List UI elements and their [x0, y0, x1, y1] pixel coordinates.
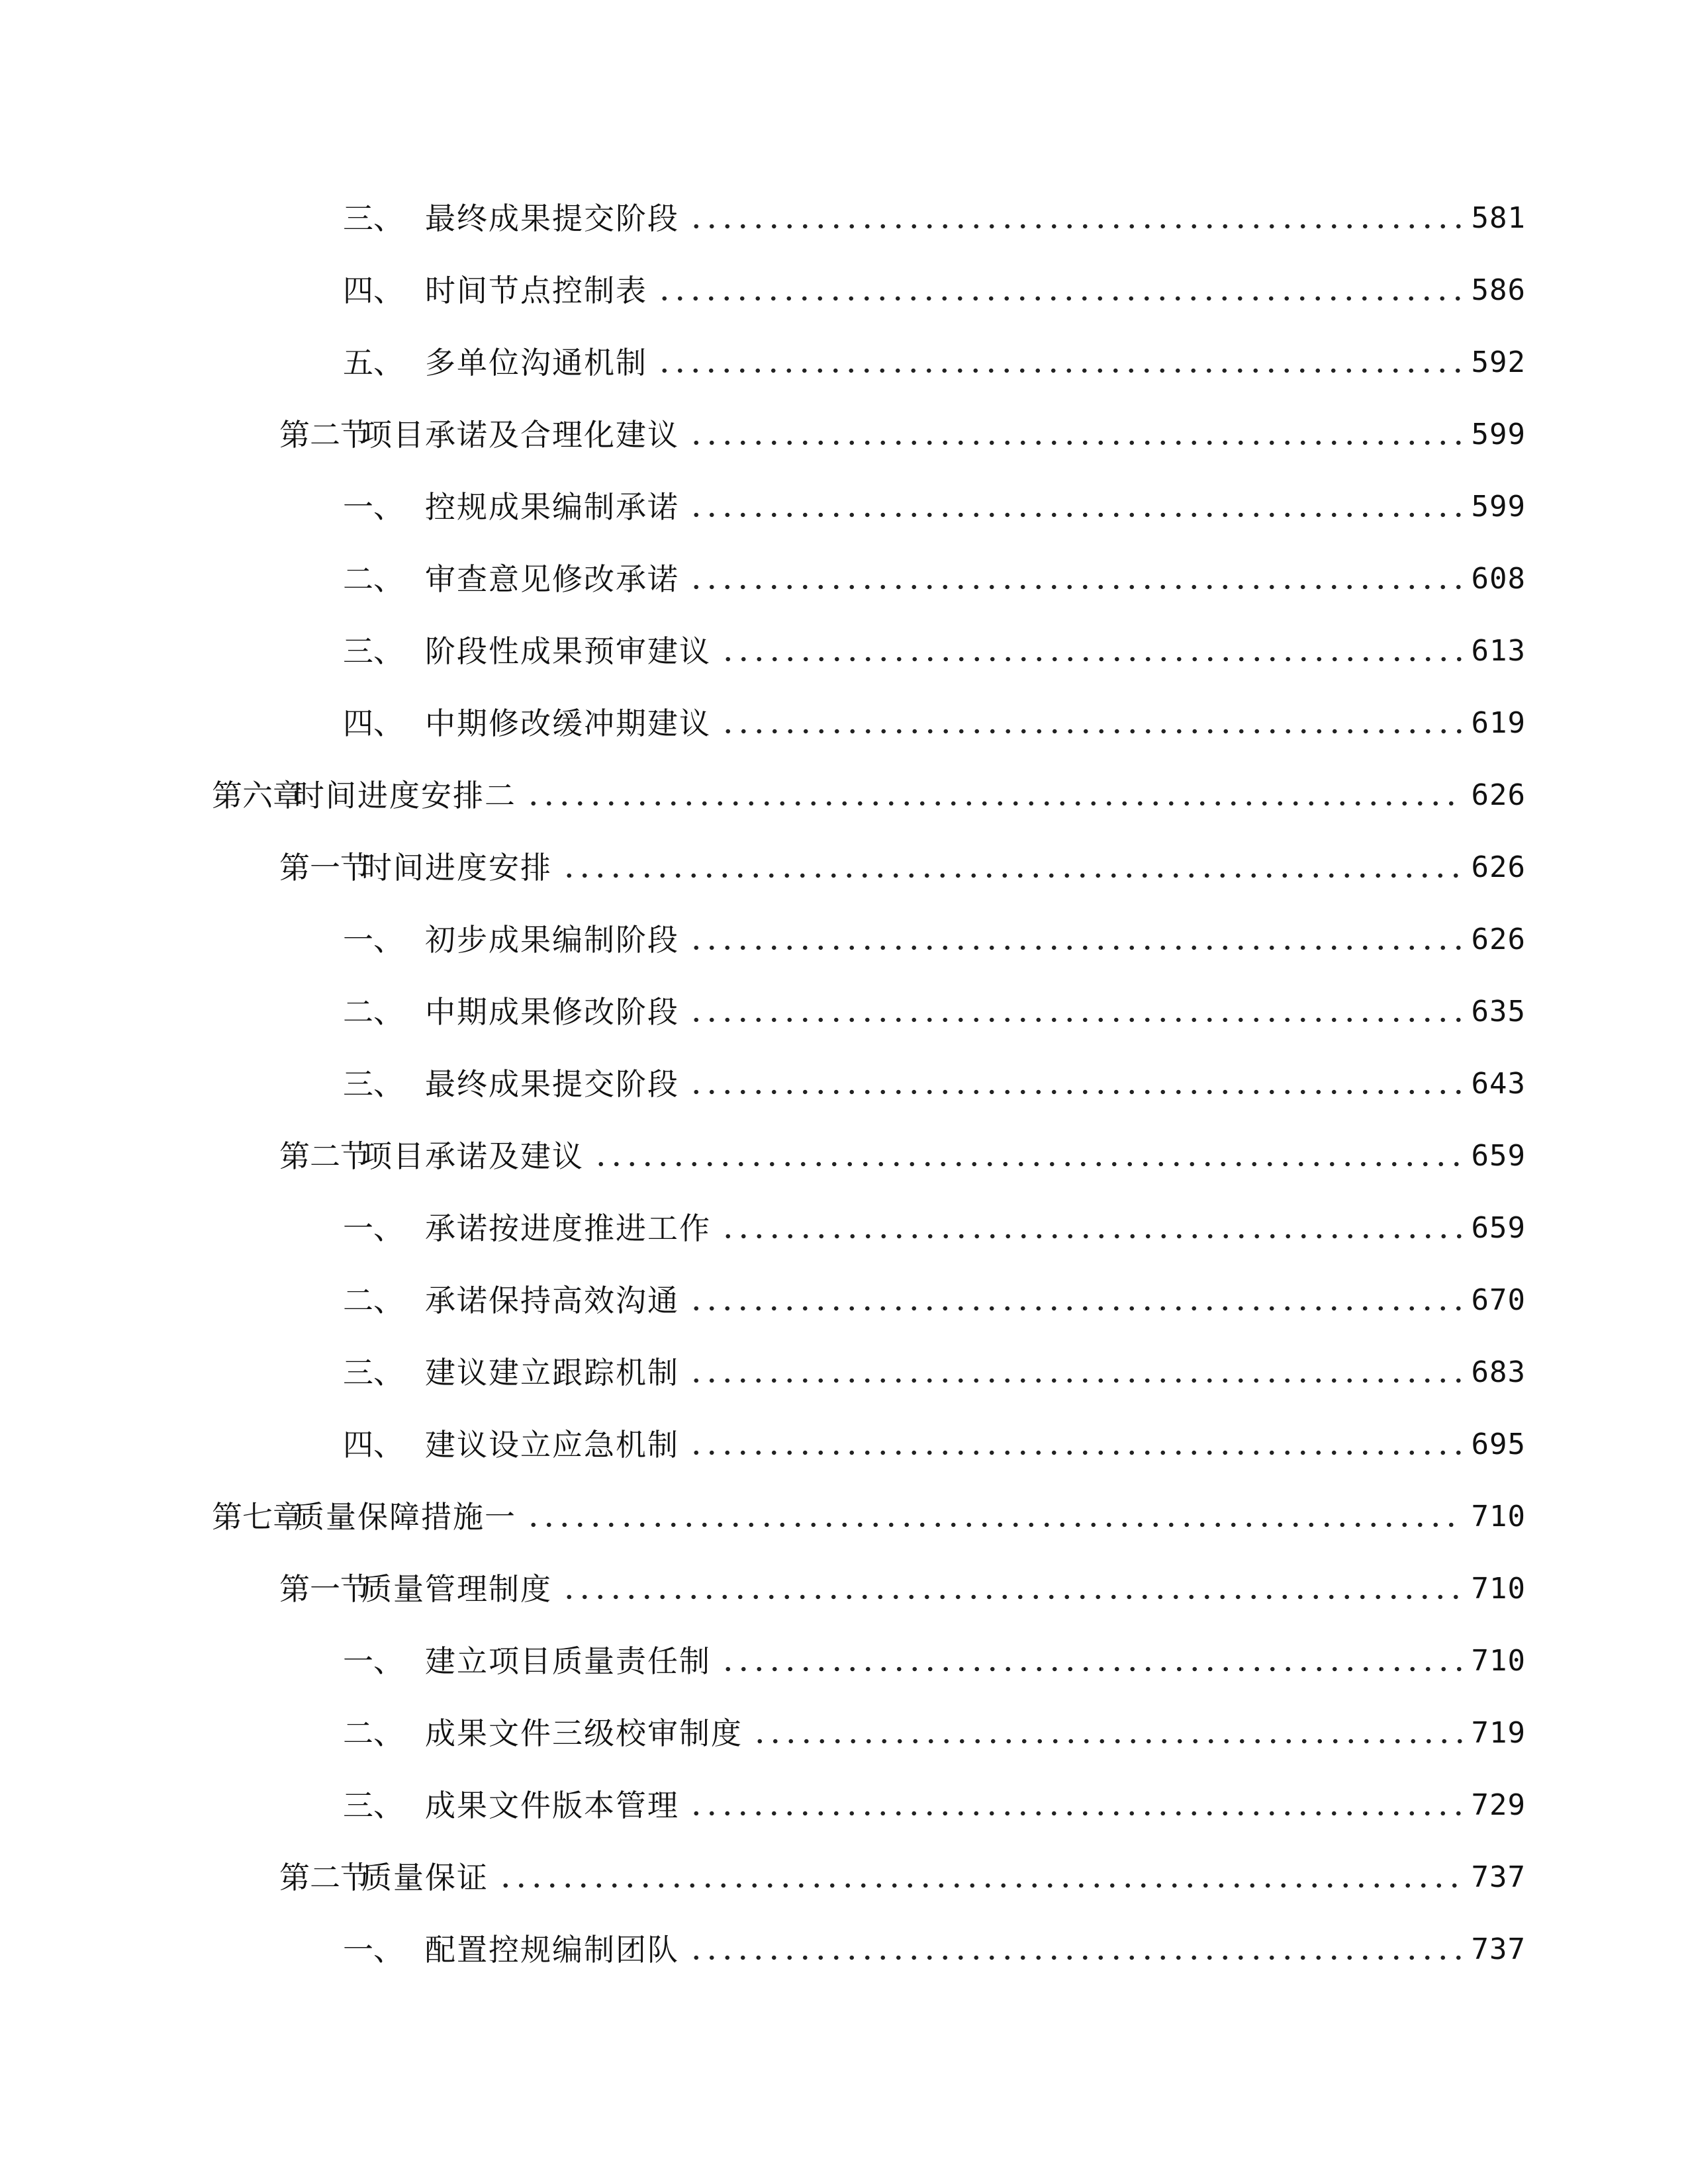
- toc-entry[interactable]: [212, 1490, 1526, 1543]
- dot-leader: [752, 1735, 1464, 1747]
- toc-entry-page: 737: [1471, 1860, 1526, 1894]
- toc-entry-title: 项目承诺及建议: [361, 1138, 584, 1174]
- toc-entry-number: 三、: [343, 1066, 404, 1102]
- toc-entry-title: 建议建立跟踪机制: [425, 1355, 679, 1390]
- toc-entry-title: 建立项目质量责任制: [425, 1643, 711, 1679]
- dot-leader: [688, 437, 1464, 449]
- toc-entry-title: 建议设立应急机制: [425, 1427, 679, 1463]
- toc-entry-number: 四、: [343, 1427, 404, 1463]
- toc-entry[interactable]: [343, 1779, 1526, 1832]
- dot-leader: [526, 1519, 1464, 1531]
- toc-entry-title: 成果文件三级校审制度: [425, 1715, 743, 1751]
- dot-leader: [688, 509, 1464, 521]
- toc-entry-title: 初步成果编制阶段: [425, 922, 679, 958]
- toc-entry-title: 控规成果编制承诺: [425, 489, 679, 525]
- toc-entry-number: 二、: [343, 994, 404, 1030]
- toc-entry-page: 729: [1471, 1788, 1526, 1822]
- toc-entry-number: 第一节: [279, 1571, 371, 1607]
- toc-entry-page: 635: [1471, 995, 1526, 1028]
- toc-entry-title: 项目承诺及合理化建议: [361, 417, 679, 453]
- toc-entry-page: 737: [1471, 1933, 1526, 1966]
- toc-entry-title: 最终成果提交阶段: [425, 201, 679, 236]
- toc-entry-title: 时间节点控制表: [425, 273, 647, 308]
- dot-leader: [688, 220, 1464, 232]
- toc-entry-number: 第七章: [212, 1499, 303, 1535]
- dot-leader: [688, 942, 1464, 954]
- toc-entry-page: 719: [1471, 1716, 1526, 1750]
- toc-entry-number: 一、: [343, 1210, 404, 1246]
- toc-entry-page: 626: [1471, 850, 1526, 884]
- dot-leader: [593, 1158, 1464, 1170]
- toc-entry-page: 695: [1471, 1428, 1526, 1461]
- toc-entry[interactable]: [279, 408, 1526, 461]
- toc-entry-number: 二、: [343, 561, 404, 597]
- toc-entry-page: 581: [1471, 201, 1526, 235]
- toc-entry-title: 承诺按进度推进工作: [425, 1210, 711, 1246]
- toc-entry-page: 599: [1471, 490, 1526, 523]
- dot-leader: [720, 725, 1464, 737]
- toc-entry[interactable]: [343, 913, 1526, 966]
- toc-entry-number: 第六章: [212, 778, 303, 813]
- toc-entry-page: 599: [1471, 418, 1526, 451]
- dot-leader: [688, 1086, 1464, 1098]
- toc-entry[interactable]: [279, 841, 1526, 894]
- toc-entry-page: 710: [1471, 1644, 1526, 1678]
- toc-entry[interactable]: [279, 1563, 1526, 1615]
- toc-entry-page: 592: [1471, 345, 1526, 379]
- toc-entry-number: 三、: [343, 201, 404, 236]
- dot-leader: [688, 581, 1464, 593]
- toc-entry[interactable]: [343, 985, 1526, 1038]
- dot-leader: [688, 1447, 1464, 1459]
- toc-entry-title: 中期修改缓冲期建议: [425, 705, 711, 741]
- toc-entry[interactable]: [343, 1274, 1526, 1327]
- toc-entry-page: 608: [1471, 562, 1526, 596]
- toc-entry[interactable]: [343, 1346, 1526, 1399]
- toc-entry-page: 659: [1471, 1139, 1526, 1173]
- toc-entry[interactable]: [343, 553, 1526, 606]
- toc-entry-number: 一、: [343, 1643, 404, 1679]
- toc-entry-title: 质量保障措施一: [294, 1499, 516, 1535]
- toc-entry-number: 三、: [343, 1788, 404, 1823]
- toc-entry-page: 619: [1471, 706, 1526, 740]
- toc-entry[interactable]: [343, 192, 1526, 245]
- toc-entry-number: 第二节: [279, 1860, 371, 1895]
- toc-entry-number: 一、: [343, 489, 404, 525]
- dot-leader: [688, 1807, 1464, 1819]
- toc-entry-title: 时间进度安排二: [294, 778, 516, 813]
- toc-entry-number: 二、: [343, 1283, 404, 1318]
- toc-entry[interactable]: [343, 1202, 1526, 1255]
- dot-leader: [720, 653, 1464, 665]
- toc-entry[interactable]: [343, 336, 1526, 389]
- toc-entry-page: 626: [1471, 923, 1526, 956]
- toc-entry-title: 阶段性成果预审建议: [425, 633, 711, 669]
- toc-entry[interactable]: [343, 1635, 1526, 1688]
- toc-entry-page: 643: [1471, 1067, 1526, 1101]
- toc-entry-page: 683: [1471, 1355, 1526, 1389]
- toc-entry-number: 二、: [343, 1715, 404, 1751]
- toc-entry-page: 613: [1471, 634, 1526, 668]
- toc-entry-page: 710: [1471, 1500, 1526, 1533]
- toc-entry-number: 三、: [343, 1355, 404, 1390]
- dot-leader: [526, 797, 1464, 809]
- dot-leader: [657, 365, 1464, 377]
- toc-entry-page: 710: [1471, 1572, 1526, 1606]
- toc-entry-number: 第二节: [279, 1138, 371, 1174]
- toc-entry-page: 586: [1471, 273, 1526, 307]
- dot-leader: [688, 1302, 1464, 1314]
- toc-entry-number: 四、: [343, 273, 404, 308]
- toc-entry[interactable]: [343, 1707, 1526, 1760]
- toc-entry-number: 第一节: [279, 850, 371, 886]
- toc-entry[interactable]: [343, 1058, 1526, 1111]
- dot-leader: [688, 1014, 1464, 1026]
- toc-entry-number: 一、: [343, 1932, 404, 1968]
- toc-entry-number: 第二节: [279, 417, 371, 453]
- dot-leader: [561, 1591, 1464, 1603]
- toc-entry[interactable]: [343, 697, 1526, 750]
- toc-entry-title: 承诺保持高效沟通: [425, 1283, 679, 1318]
- toc-entry[interactable]: [343, 625, 1526, 678]
- toc-entry-number: 四、: [343, 705, 404, 741]
- toc-entry-number: 三、: [343, 633, 404, 669]
- toc-entry-number: 五、: [343, 345, 404, 381]
- dot-leader: [657, 293, 1464, 304]
- dot-leader: [498, 1880, 1464, 1891]
- toc-entry-title: 中期成果修改阶段: [425, 994, 679, 1030]
- toc-entry[interactable]: [343, 1923, 1526, 1976]
- toc-entry-title: 时间进度安排: [361, 850, 552, 886]
- toc-entry-title: 成果文件版本管理: [425, 1788, 679, 1823]
- toc-entry-title: 最终成果提交阶段: [425, 1066, 679, 1102]
- toc-entry-page: 659: [1471, 1211, 1526, 1245]
- toc-entry-title: 多单位沟通机制: [425, 345, 647, 381]
- toc-entry[interactable]: [279, 1130, 1526, 1183]
- toc-entry-title: 质量管理制度: [361, 1571, 552, 1607]
- toc-entry[interactable]: [343, 1418, 1526, 1471]
- toc-entry-number: 一、: [343, 922, 404, 958]
- toc-entry[interactable]: [343, 264, 1526, 317]
- dot-leader: [561, 870, 1464, 882]
- toc-entry[interactable]: [343, 480, 1526, 533]
- toc-entry-page: 670: [1471, 1283, 1526, 1317]
- toc-entry-title: 审查意见修改承诺: [425, 561, 679, 597]
- dot-leader: [720, 1230, 1464, 1242]
- toc-entry-page: 626: [1471, 778, 1526, 812]
- dot-leader: [688, 1952, 1464, 1964]
- toc-entry[interactable]: [279, 1851, 1526, 1904]
- toc-entry-title: 质量保证: [361, 1860, 489, 1895]
- dot-leader: [688, 1375, 1464, 1387]
- toc-entry-title: 配置控规编制团队: [425, 1932, 679, 1968]
- dot-leader: [720, 1663, 1464, 1675]
- toc-entry[interactable]: [212, 769, 1526, 822]
